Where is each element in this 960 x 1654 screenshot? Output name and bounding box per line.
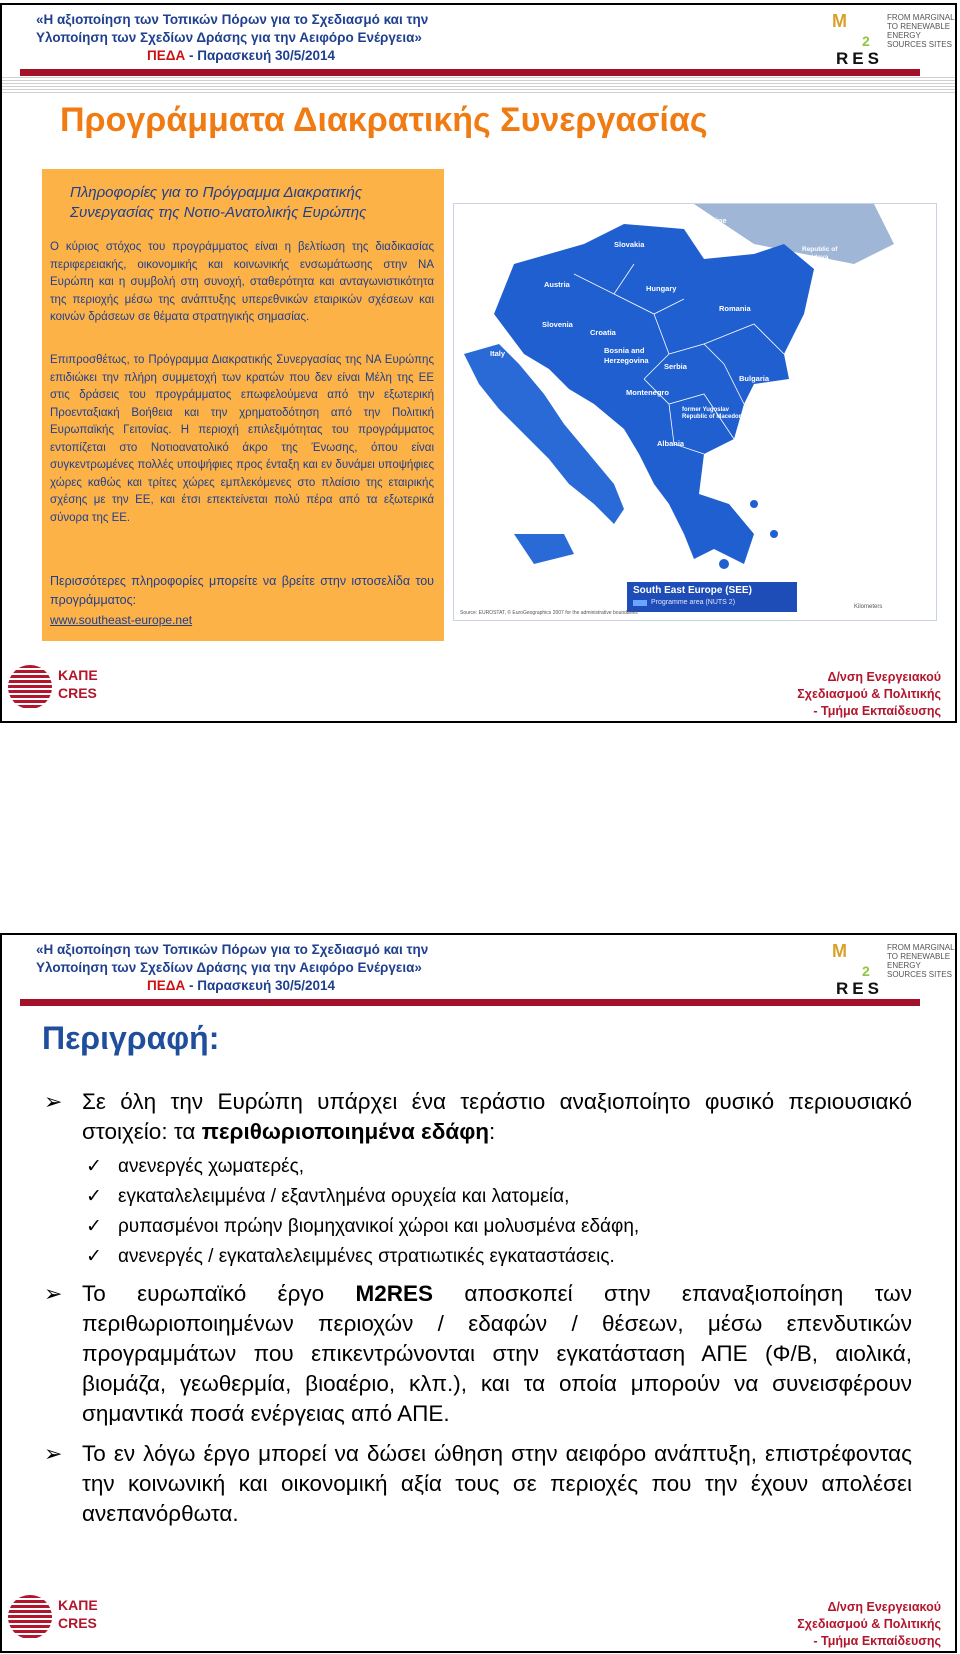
bullet-text-end: αποσκοπεί στην επαναξιοποίηση των περιθωριοποιημένων περιοχών / εδαφών / θέσεων, μέσω επενδυτικών προγραμμάτων που επικεντρώνονται στην εγκατάσταση ΑΠΕ (Φ/Β, αιολικά, βιομάζα, γεωθερμία, βιοαέριο, κλπ.), και τα οποία μπορούν να συνεισφέρουν σημαντικά ποσά ενέργειας από ΑΠΕ. bbox=[82, 1281, 912, 1426]
footer-line-3: - Τμήμα Εκπαίδευσης bbox=[813, 704, 941, 718]
m2res-logo-res: RES bbox=[836, 979, 883, 998]
arrow-bullet-icon: ➢ bbox=[44, 1281, 63, 1306]
slide-header bbox=[12, 941, 832, 995]
checkmark-icon: ✓ bbox=[86, 1186, 102, 1207]
map-legend bbox=[627, 582, 797, 612]
header-line-2: Υλοποίηση των Σχεδίων Δράσης για την Αειφόρο Ενέργεια» bbox=[36, 960, 422, 975]
header-date bbox=[12, 977, 832, 995]
footer-line-3: - Τμήμα Εκπαίδευσης bbox=[813, 1634, 941, 1648]
kape-globe-icon bbox=[8, 665, 52, 709]
footer-department bbox=[701, 669, 941, 720]
map-source: Source: EUROSTAT, © EuroGeographics 2007 for the administrative boundaries bbox=[460, 610, 638, 616]
slide-header bbox=[12, 11, 832, 65]
info-box bbox=[42, 169, 444, 641]
kape-logo-text: ΚΑΠΕ bbox=[58, 667, 98, 683]
header-date-rest: - Παρασκευή 30/5/2014 bbox=[185, 978, 335, 993]
info-box-title: Πληροφορίες για το Πρόγραμμα Διακρατικής Συνεργασίας της Νοτιο-Ανατολικής Ευρώπης bbox=[70, 184, 367, 221]
kape-logo bbox=[8, 661, 108, 717]
header-divider bbox=[20, 69, 920, 76]
map-label-romania: Romania bbox=[719, 304, 751, 313]
sub-item bbox=[44, 1153, 912, 1181]
sub-item bbox=[44, 1213, 912, 1241]
bullet-list bbox=[44, 1087, 912, 1535]
cres-logo-text: CRES bbox=[58, 1615, 97, 1631]
bullet-item bbox=[44, 1439, 912, 1529]
m2res-logo-2: 2 bbox=[862, 33, 870, 49]
sub-item-text: ανενεργές / εγκαταλελειμμένες στρατιωτικές εγκαταστάσεις. bbox=[118, 1246, 615, 1267]
map-label-montenegro: Montenegro bbox=[626, 388, 669, 397]
sub-item-text: εγκαταλελειμμένα / εξαντλημένα ορυχεία και λατομεία, bbox=[118, 1186, 570, 1207]
page-title: Περιγραφή: bbox=[42, 1020, 220, 1056]
m2res-logo-tagline: FROM MARGINAL TO RENEWABLE ENERGY SOURCES SITES bbox=[887, 943, 955, 979]
map-label-ukraine: Ukraine bbox=[699, 216, 727, 225]
footer-line-1: Δ/νση Ενεργειακού bbox=[827, 1600, 941, 1614]
map-scale: Kilometers bbox=[854, 604, 883, 610]
program-website-link[interactable]: www.southeast-europe.net bbox=[50, 613, 193, 627]
map-label-bosnia: Bosnia and Herzegovina bbox=[604, 346, 649, 365]
bullet-item bbox=[44, 1279, 912, 1429]
map-label-austria: Austria bbox=[544, 280, 570, 289]
kape-logo-text: ΚΑΠΕ bbox=[58, 1597, 98, 1613]
map-label-greece: Greece bbox=[702, 474, 728, 483]
header-date-prefix: ΠΕΔΑ bbox=[147, 48, 186, 63]
sub-item-text: ρυπασμένοι πρώην βιομηχανικοί χώροι και μολυσμένα εδάφη, bbox=[118, 1216, 640, 1237]
header-line-1: «Η αξιοποίηση των Τοπικών Πόρων για το Σχεδιασμό και την bbox=[36, 12, 429, 27]
bullet-text: Το εν λόγω έργο μπορεί να δώσει ώθηση στην αειφόρο ανάπτυξη, επιστρέφοντας την κοινωνική και οικονομική αξία τους σε περιοχές που την έχουν απολέσει ανεπανόρθωτα. bbox=[82, 1441, 912, 1526]
map-label-slovakia: Slovakia bbox=[614, 240, 645, 249]
slide-1 bbox=[0, 3, 957, 723]
header-date-rest: - Παρασκευή 30/5/2014 bbox=[185, 48, 335, 63]
bullet-item bbox=[44, 1087, 912, 1147]
header-stripes bbox=[2, 77, 957, 95]
bullet-bold-text: περιθωριοποιημένα εδάφη bbox=[201, 1119, 490, 1144]
kape-globe-icon bbox=[8, 1595, 52, 1639]
map-legend-title: South East Europe (SEE) bbox=[633, 585, 752, 596]
map-label-albania: Albania bbox=[657, 439, 685, 448]
m2res-logo-2: 2 bbox=[862, 963, 870, 979]
header-date bbox=[12, 47, 832, 65]
m2res-logo-tagline: FROM MARGINAL TO RENEWABLE ENERGY SOURCES SITES bbox=[887, 13, 955, 49]
m2res-logo bbox=[832, 941, 955, 1001]
checkmark-icon: ✓ bbox=[86, 1216, 102, 1237]
checkmark-icon: ✓ bbox=[86, 1246, 102, 1267]
header-line-2: Υλοποίηση των Σχεδίων Δράσης για την Αειφόρο Ενέργεια» bbox=[36, 30, 422, 45]
checkmark-icon: ✓ bbox=[86, 1156, 102, 1177]
see-map bbox=[453, 203, 937, 621]
header-line-1: «Η αξιοποίηση των Τοπικών Πόρων για το Σχεδιασμό και την bbox=[36, 942, 429, 957]
header-date-prefix: ΠΕΔΑ bbox=[147, 978, 186, 993]
sub-item-text: ανενεργές χωματερές, bbox=[118, 1156, 305, 1177]
page-title: Προγράμματα Διακρατικής Συνεργασίας bbox=[60, 101, 708, 139]
m2res-logo-m: M bbox=[832, 11, 847, 31]
map-label-croatia: Croatia bbox=[590, 328, 616, 337]
map-label-serbia: Serbia bbox=[664, 362, 687, 371]
map-legend-swatch bbox=[633, 600, 647, 606]
bullet-text: Το ευρωπαϊκό έργο bbox=[82, 1281, 356, 1306]
kape-logo bbox=[8, 1591, 108, 1647]
arrow-bullet-icon: ➢ bbox=[44, 1089, 63, 1114]
footer-line-2: Σχεδιασμού & Πολιτικής bbox=[797, 687, 941, 701]
info-paragraph-1: Ο κύριος στόχος του προγράμματος είναι η βελτίωση της διαδικασίας περιφερειακής, οικονομικής και κοινωνικής ενσωμάτωσης στην ΝΑ Ευρώπη και η συμβολή στη συνοχή, σταθερότητα και ανταγωνιστικότητα της περιοχής μέσω της ανάπτυξης υπερεθνικών εταιρικών σχέσεων και κοινών δράσεων σε θέματα στρατηγικής σημασίας. bbox=[50, 241, 434, 323]
footer-line-1: Δ/νση Ενεργειακού bbox=[827, 670, 941, 684]
map-label-italy: Italy bbox=[490, 349, 506, 358]
map-label-macedonia: former Yugoslav Republic of Macedonia bbox=[682, 407, 748, 420]
bullet-bold-text: M2RES bbox=[355, 1281, 433, 1306]
arrow-bullet-icon: ➢ bbox=[44, 1441, 63, 1466]
m2res-logo bbox=[832, 11, 955, 71]
info-paragraph-2: Επιπροσθέτως, το Πρόγραμμα Διακρατικής Συνεργασίας της ΝΑ Ευρώπης επιδιώκει την πλήρη συμμετοχή των κρατών που δεν είναι Μέλη της ΕΕ στις δράσεις του προγράμματος επωφελούμενα από την εξωτερική Προενταξιακή Βοήθεια και την χρηματοδότηση από την Πολιτική Ευρωπαϊκής Γειτονίας. Η περιοχή επιλεξιμότητας του προγράμματος εντοπίζεται στο Νοτιοανατολικό άκρο της Ένωσης, όπου είναι συγκεντρωμένες πολλές υποψήφιες προς ένταξη και εν δυνάμει υποψήφιες χώρες καθώς και τρίτες χώρες εμπλεκόμενες στο πλαίσιο της εταιρικής σχέσης με την ΕΕ, και έτσι επεκτείνεται πολύ πέρα από τα εξωτερικά σύνορα της ΕΕ. bbox=[50, 354, 434, 524]
m2res-logo-m: M bbox=[832, 941, 847, 961]
info-paragraph-3: Περισσότερες πληροφορίες μπορείτε να βρείτε στην ιστοσελίδα του προγράμματος: bbox=[50, 574, 434, 607]
sub-item bbox=[44, 1183, 912, 1211]
slide-2 bbox=[0, 933, 957, 1653]
sub-item bbox=[44, 1243, 912, 1271]
footer-line-2: Σχεδιασμού & Πολιτικής bbox=[797, 1617, 941, 1631]
map-label-moldova: Republic of Moldova bbox=[802, 246, 838, 261]
cres-logo-text: CRES bbox=[58, 685, 97, 701]
map-legend-item: Programme area (NUTS 2) bbox=[651, 599, 736, 606]
bullet-text-end: : bbox=[489, 1119, 496, 1144]
header-divider bbox=[20, 999, 920, 1006]
map-label-hungary: Hungary bbox=[646, 284, 677, 293]
bullet-text: Σε όλη την Ευρώπη υπάρχει ένα τεράστιο αναξιοποίητο φυσικό περιουσιακό στοιχείο: τα bbox=[82, 1089, 912, 1144]
m2res-logo-res: RES bbox=[836, 49, 883, 68]
footer-department bbox=[701, 1599, 941, 1650]
map-label-slovenia: Slovenia bbox=[542, 320, 573, 329]
map-label-bulgaria: Bulgaria bbox=[739, 374, 770, 383]
